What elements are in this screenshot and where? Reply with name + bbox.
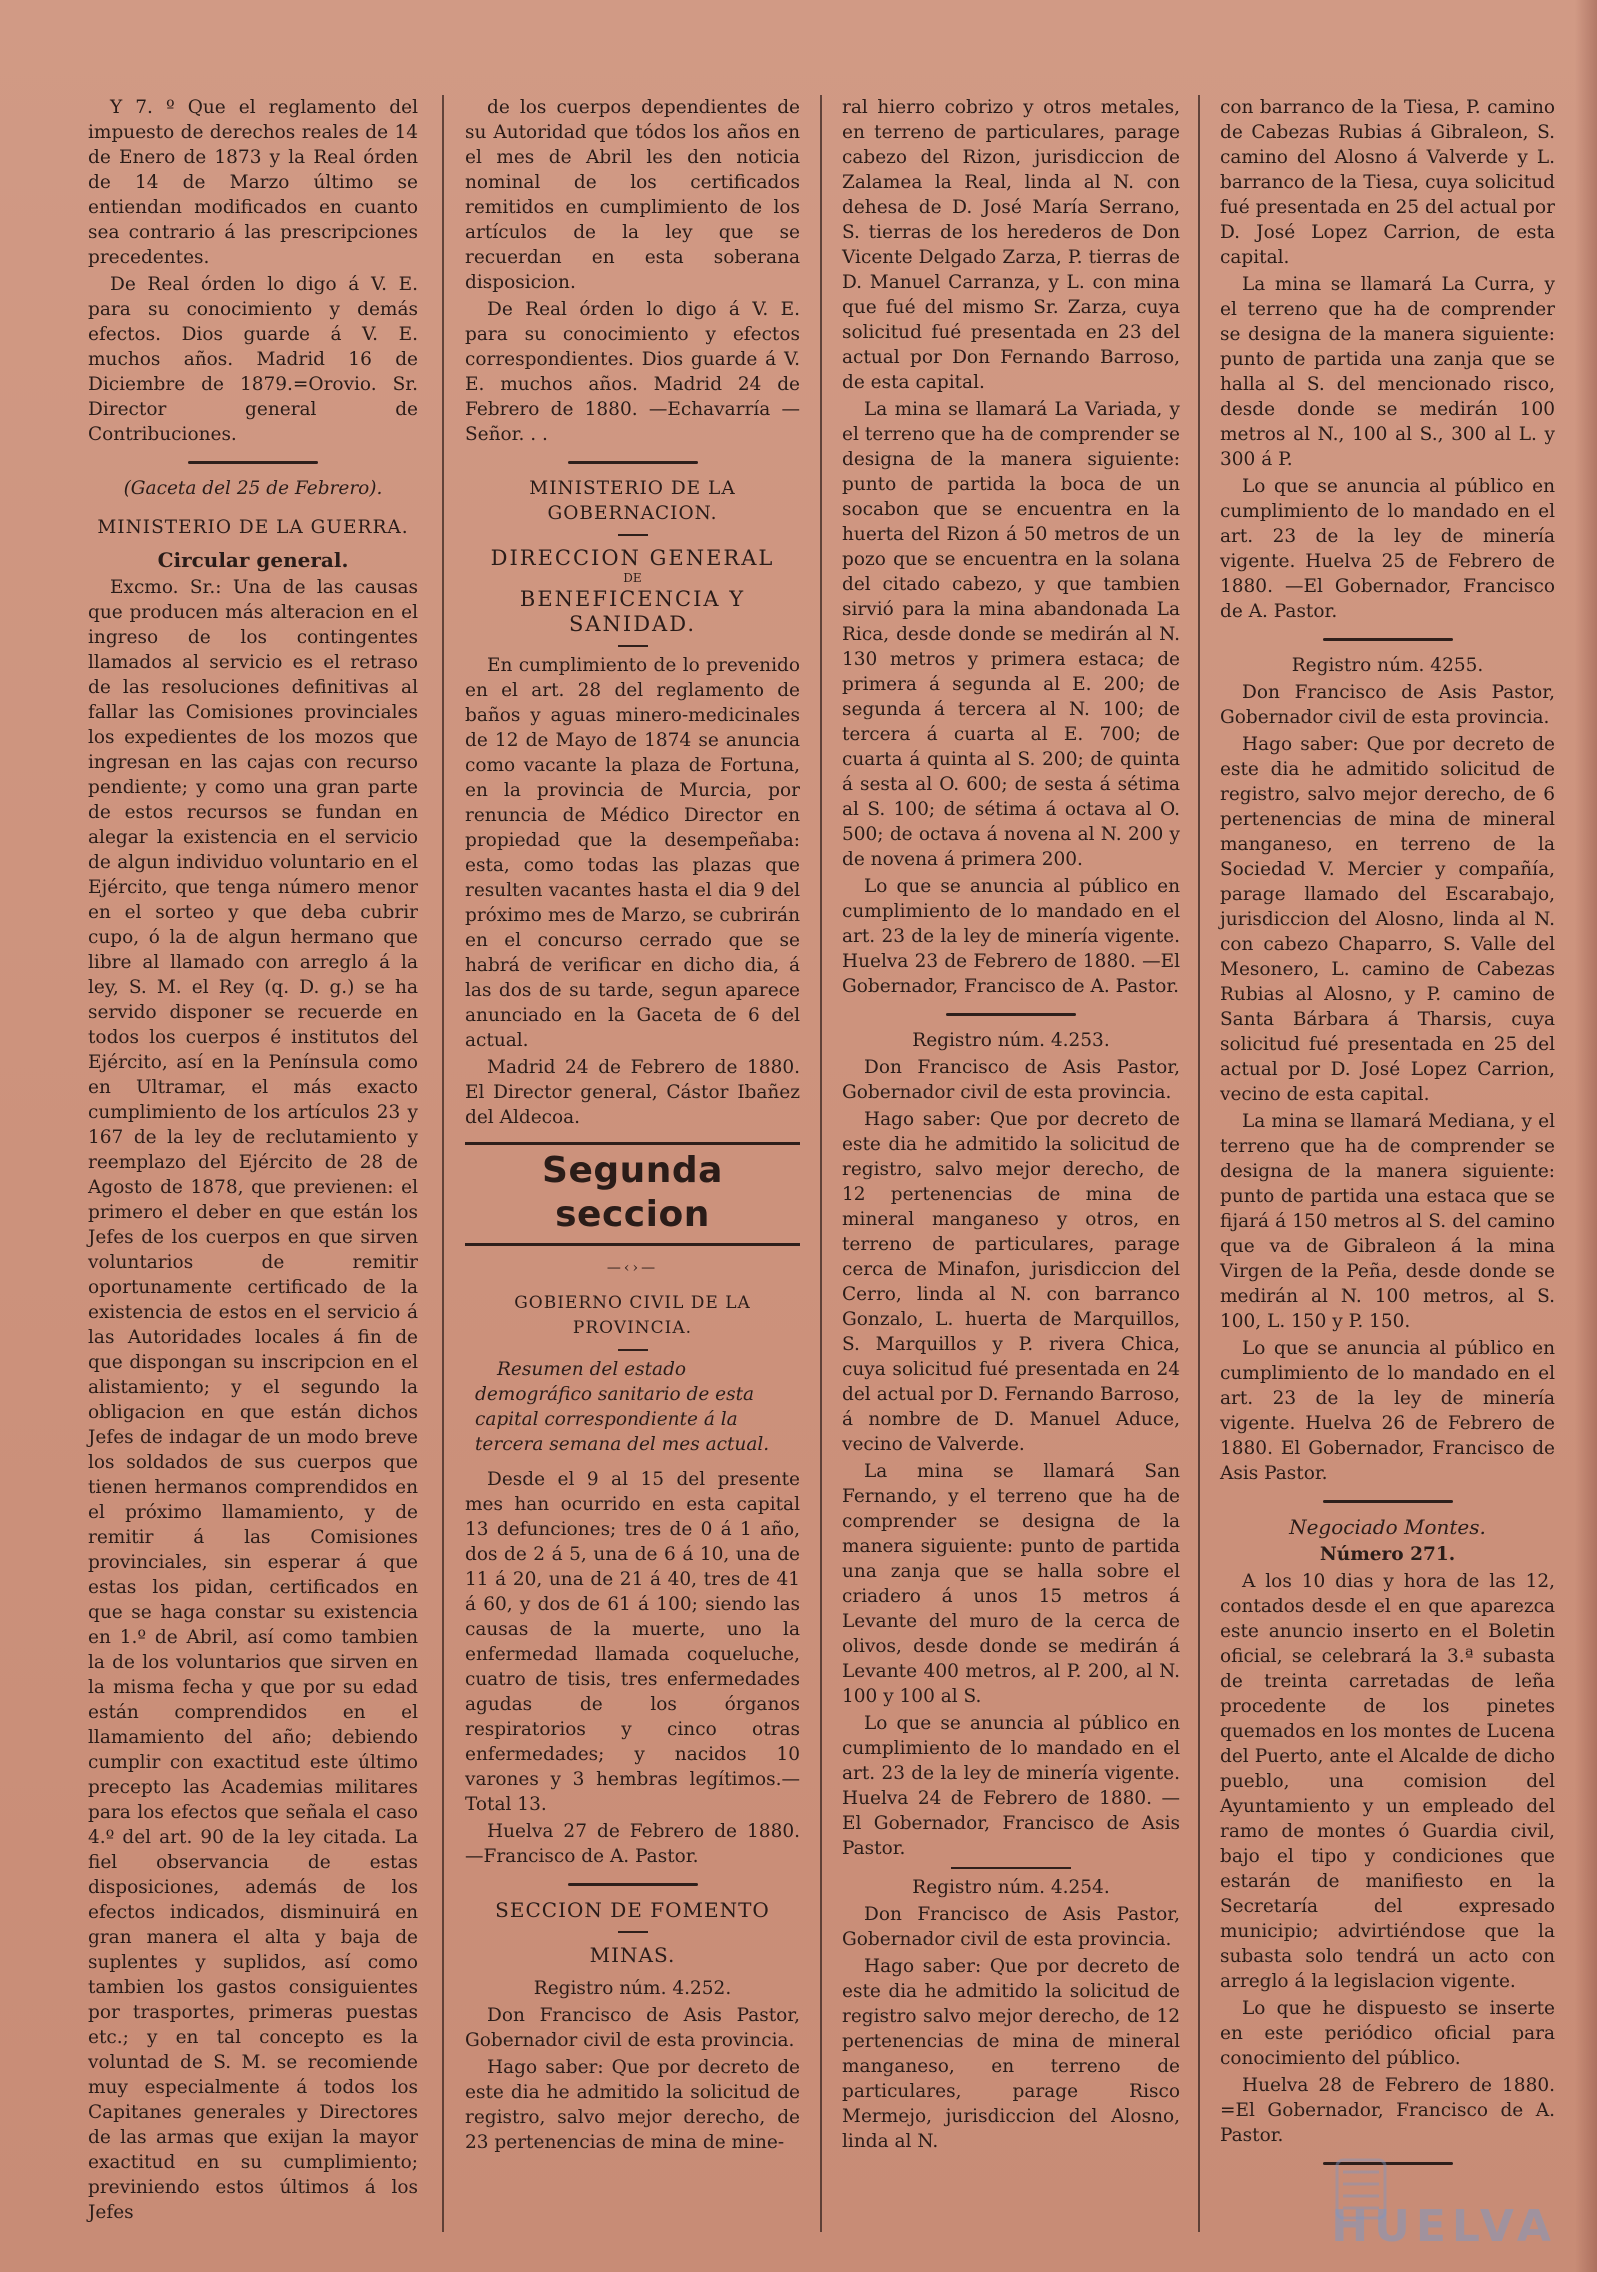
paragraph: Madrid 24 de Febrero de 1880. El Director general, Cástor Ibañez del Aldecoa. — [465, 1057, 800, 1128]
section-rule — [946, 1013, 1076, 1016]
paragraph: Don Francisco de Asis Pastor, Gobernador civil de esta provincia. — [842, 1057, 1180, 1103]
paragraph: La mina se llamará Mediana, y el terreno que ha de comprender se designa de la manera siguiente: punto de partida una estaca que se fijará á 150 metros al S. del camino que va de Gibraleon á la mina Virgen de la Peña, desde donde se medirán al N. 100 metros, al S. 100, L. 150 y P. 150. — [1220, 1111, 1555, 1332]
watermark-text: HUELVA — [1331, 2201, 1557, 2252]
section-rule — [1323, 638, 1453, 641]
registro-heading: Registro núm. 4.254. — [912, 1877, 1110, 1898]
numero-heading: Número 271. — [1319, 1544, 1456, 1565]
registro-heading: Registro núm. 4.253. — [912, 1030, 1110, 1051]
section-rule — [568, 461, 698, 464]
column-4 — [1220, 95, 1555, 2232]
section-heading: MINISTERIO DE LA GOBERNACION. — [529, 478, 736, 524]
paragraph: La mina se llamará La Variada, y el terreno que ha de comprender se designa de la manera siguiente: punto de partida la boca de un socabon que se encuentra en la huerta del Rizon á 50 metros de un pozo que se encuentra en la solana del citado cabezo, y que tambien sirvió para la mina abandonada La Rica, desde donde se medirán al N. 130 metros y primera estaca; de primera á segunda al E. 200; de segunda á tercera al N. 100; de tercera á cuarta al E. 700; de cuarta á quinta al S. 200; de quinta á sesta al O. 600; de sesta á sétima al S. 100; de sétima á octava al O. 500; de octava á novena al N. 200 y de novena á primera 200. — [842, 399, 1180, 870]
column-1 — [88, 95, 418, 2232]
section-rule — [568, 1883, 698, 1886]
paragraph: ral hierro cobrizo y otros metales, en terreno de particulares, parage cabezo del Rizon, jurisdiccion de Zalamea la Real, linda al N. con dehesa de D. José María Serrano, S. tierras de los herederos de Don Vicente Delgado Zarza, P. tierras de D. Manuel Carranza, y L. con mina que fué del mismo Sr. Zarza, cuya solicitud fué presentada en 23 del actual por Don Fernando Barroso, de esta capital. — [842, 97, 1180, 393]
column-divider — [820, 95, 822, 2232]
page-edge-shadow — [1575, 0, 1597, 2272]
divider — [618, 534, 648, 536]
gaceta-reference: (Gaceta del 25 de Febrero). — [123, 478, 383, 499]
paragraph: De Real órden lo digo á V. E. para su conocimiento y efectos correspondientes. Dios guarde á V. E. muchos años. Madrid 24 de Febrero de 1880. —Echavarría —Señor. . . — [465, 299, 800, 445]
section-heading: DIRECCION GENERAL — [490, 546, 775, 570]
column-divider — [442, 95, 444, 2232]
section-rule — [188, 461, 318, 464]
section-heading: MINAS. — [589, 1943, 676, 1967]
registro-heading: Registro núm. 4255. — [1291, 655, 1484, 676]
paragraph: Hago saber: Que por decreto de este dia he admitido la solicitud de registro salvo mejor derecho, de 12 pertenencias de mina de mineral manganeso, en terreno de particulares, parage Risco Mermejo, jurisdiccion del Alosno, linda al N. — [842, 1956, 1180, 2152]
paragraph: Huelva 28 de Febrero de 1880. =El Gobernador, Francisco de A. Pastor. — [1220, 2075, 1555, 2146]
divider — [618, 1931, 648, 1933]
divider — [951, 1867, 1071, 1869]
section-heading: MINISTERIO DE LA GUERRA. — [97, 517, 409, 538]
paragraph: Desde el 9 al 15 del presente mes han ocurrido en esta capital 13 defunciones; tres de 0 á 1 año, dos de 2 á 5, una de 6 á 10, una de 11 á 20, una de 21 á 40, tres de 41 á 60, y dos de 61 á 100; siendo las causas de la muerte, uno la enfermedad llamada coqueluche, cuatro de tisis, tres enfermedades agudas de los órganos respiratorios y cinco otras enfermedades; y nacidos 10 varones y 3 hembras legítimos.—Total 13. — [465, 1469, 800, 1815]
paragraph: Y 7. º Que el reglamento del impuesto de derechos reales de 14 de Enero de 1873 y la Real órden de 14 de Marzo último se entiendan modificados en cuanto sea contrario á las prescripciones precedentes. — [88, 97, 418, 268]
paragraph: con barranco de la Tiesa, P. camino de Cabezas Rubias á Gibraleon, S. camino del Alosno á Valverde y L. barranco de la Tiesa, cuya solicitud fué presentada en 25 del actual por D. José Lopez Carrion, de esta capital. — [1220, 97, 1555, 268]
paragraph: Don Francisco de Asis Pastor, Gobernador civil de esta provincia. — [465, 2005, 800, 2051]
section-heading: SECCION DE FOMENTO — [495, 1898, 770, 1922]
paragraph: Lo que se anuncia al público en cumplimiento de lo mandado en el art. 23 de la ley de minería vigente. Huelva 25 de Febrero de 1880. —El Gobernador, Francisco de A. Pastor. — [1220, 476, 1555, 622]
divider — [618, 1349, 648, 1351]
paragraph: Lo que se anuncia al público en cumplimiento de lo mandado en el art. 23 de la ley de minería vigente. Huelva 23 de Febrero de 1880. —El Gobernador, Francisco de A. Pastor. — [842, 876, 1180, 997]
paragraph: de los cuerpos dependientes de su Autoridad que tódos los años en el mes de Abril les den noticia nominal de los certificados remitidos en cumplimiento de los artículos de la ley que se recuerdan en esta soberana disposicion. — [465, 97, 800, 293]
paragraph: A los 10 dias y hora de las 12, contados desde el en que aparezca este anuncio inserto en el Boletin oficial, se celebrará la 3.ª subasta de treinta carretadas de leña procedente de los pinetes quemados en los montes de Lucena del Puerto, ante el Alcalde de dicho pueblo, una comision del Ayuntamiento y un empleado del ramo de montes ó Guardia civil, bajo el tipo y condiciones que estarán de manifiesto en la Secretaría del expresado municipio; advirtiéndose que la subasta solo tendrá un acto con arreglo á la legislacion vigente. — [1220, 1571, 1555, 1992]
paragraph: Hago saber: Que por decreto de este dia he admitido la solicitud de registro, salvo mejor derecho, de 23 pertenencias de mina de mine- — [465, 2057, 800, 2153]
section-heading: DE — [623, 571, 642, 585]
paragraph: Lo que se anuncia al público en cumplimiento de lo mandado en el art. 23 de la ley de minería vigente. Huelva 24 de Febrero de 1880. — El Gobernador, Francisco de Asis Pastor. — [842, 1713, 1180, 1859]
paragraph: Huelva 27 de Febrero de 1880. —Francisco de A. Pastor. — [465, 1821, 800, 1867]
column-divider — [1198, 95, 1200, 2232]
resumen-heading: Resumen del estado demográfico sanitario de esta capital correspondiente á la tercera semana del mes actual. — [475, 1359, 770, 1455]
section-heading: BENEFICENCIA Y SANIDAD. — [519, 587, 746, 636]
ornament: —‹›— — [606, 1260, 659, 1276]
section-heading: GOBIERNO CIVIL DE LA PROVINCIA. — [514, 1293, 751, 1338]
paragraph: En cumplimiento de lo prevenido en el art. 28 del reglamento de baños y aguas minero-medicinales de 12 de Mayo de 1874 se anuncia como vacante la plaza de Fortuna, en la provincia de Murcia, por renuncia de Médico Director en propiedad que la desempeñaba: esta, como todas las plazas que resulten vacantes hasta el dia 9 del próximo mes de Marzo, se cubrirán en el concurso cerrado que se habrá de verificar en dicho dia, á las dos de su tarde, segun aparece anunciado en la Gaceta de 6 del actual. — [465, 655, 800, 1051]
section-banner: Segunda seccion — [465, 1142, 800, 1246]
paragraph: Hago saber: Que por decreto de este dia he admitido solicitud de registro, salvo mejor derecho, de 6 pertenencias de mina de mineral manganeso, en terreno de la Sociedad V. Mercier y compañía, parage llamado del Escarabajo, jurisdiccion del Alosno, linda al N. con cabezo Chaparro, S. Valle del Mesonero, L. camino de Cabezas Rubias al Alosno, y P. camino de Santa Bárbara á Tharsis, cuya solicitud fué presentada en 25 del actual por D. José Lopez Carrion, vecino de esta capital. — [1220, 734, 1555, 1105]
paragraph: Lo que se anuncia al público en cumplimiento de lo mandado en el art. 23 de la ley de minería vigente. Huelva 26 de Febrero de 1880. El Gobernador, Francisco de Asis Pastor. — [1220, 1338, 1555, 1484]
column-2 — [465, 95, 800, 2232]
circular-heading: Circular general. — [157, 548, 349, 572]
paragraph: La mina se llamará La Curra, y el terreno que ha de comprender se designa de la manera siguiente: punto de partida una zanja que se halla al S. del mencionado risco, desde donde se medirán 100 metros al N., 100 al S., 300 al L. y 300 á P. — [1220, 274, 1555, 470]
column-3 — [842, 95, 1180, 2232]
paragraph: De Real órden lo digo á V. E. para su conocimiento y demás efectos. Dios guarde á V. E. muchos años. Madrid 16 de Diciembre de 1879.=Orovio. Sr. Director general de Contribuciones. — [88, 274, 418, 445]
section-heading: Negociado Montes. — [1289, 1515, 1486, 1539]
registro-heading: Registro núm. 4.252. — [533, 1978, 732, 1999]
section-rule — [1323, 1500, 1453, 1503]
paragraph: Don Francisco de Asis Pastor, Gobernador civil de esta provincia. — [842, 1904, 1180, 1950]
paragraph: Don Francisco de Asis Pastor, Gobernador civil de esta provincia. — [1220, 682, 1555, 728]
paragraph: Lo que he dispuesto se inserte en este periódico oficial para conocimiento del público. — [1220, 1998, 1555, 2069]
paragraph: Hago saber: Que por decreto de este dia he admitido la solicitud de registro, salvo mejor derecho, de 12 pertenencias de mina de mineral manganeso y otros, en terreno de particulares, parage cerca de Minafon, jurisdiccion del Cerro, linda al N. con barranco Gonzalo, L. huerta de Marquillos, S. Marquillos y P. rivera Chica, cuya solicitud fué presentada en 24 del actual por D. Fernando Barroso, á nombre de D. Manuel Aduce, vecino de Valverde. — [842, 1109, 1180, 1455]
paragraph: Excmo. Sr.: Una de las causas que producen más alteracion en el ingreso de los contingentes llamados al servicio es el retraso de las resoluciones definitivas al fallar las Comisiones provinciales los expedientes de los mozos que ingresan en las cajas con recurso pendiente; y como una gran parte de estos recursos se fundan en alegar la existencia en el servicio de algun individuo voluntario en el Ejército, que tenga número menor en el sorteo y que deba cubrir cupo, ó la de algun hermano que libre al llamado con arreglo á la ley, S. M. el Rey (q. D. g.) se ha servido disponer se recuerde en todos los cuerpos é institutos del Ejército, así en la Península como en Ultramar, el más exacto cumplimiento de los artículos 23 y 167 de la ley de reclutamiento y reemplazo del Ejército de 28 de Agosto de 1878, que previenen: el primero el deber en que están los Jefes de los cuerpos en que sirven voluntarios de remitir oportunamente certificado de la existencia de estos en el servicio á las Autoridades locales á fin de que dispongan su inscripcion en el alistamiento; y el segundo la obligacion en que están dichos Jefes de indagar de un modo breve los soldados de sus cuerpos que tienen hermanos comprendidos en el próximo llamamiento, y de remitir á las Comisiones provinciales, sin esperar á que estas los pidan, certificados en que se haga constar su existencia en 1.º de Abril, así como tambien la de los voluntarios que sirven en la misma fecha y que por su edad están comprendidos en el llamamiento del año; debiendo cumplir con exactitud este último precepto las Academias militares para los efectos que señala el caso 4.º del art. 90 de la ley citada. La fiel observancia de estas disposiciones, además de los efectos indicados, disminuirá en gran manera el alta y baja de suplentes y suplidos, así como tambien los gastos consiguientes por trasportes, primeras puestas etc.; y en tal concepto es la voluntad de S. M. se recomiende muy especialmente á todos los Capitanes generales y Directores de las armas que exijan la mayor exactitud en su cumplimiento; previniendo estos últimos á los Jefes — [88, 577, 418, 2223]
paragraph: La mina se llamará San Fernando, y el terreno que ha de comprender se designa de la manera siguiente: punto de partida una zanja que se halla sobre el criadero á unos 15 metros á Levante del muro de la cerca de olivos, desde donde se medirán á Levante 400 metros, al P. 200, al N. 100 y 100 al S. — [842, 1461, 1180, 1707]
divider — [618, 645, 648, 647]
